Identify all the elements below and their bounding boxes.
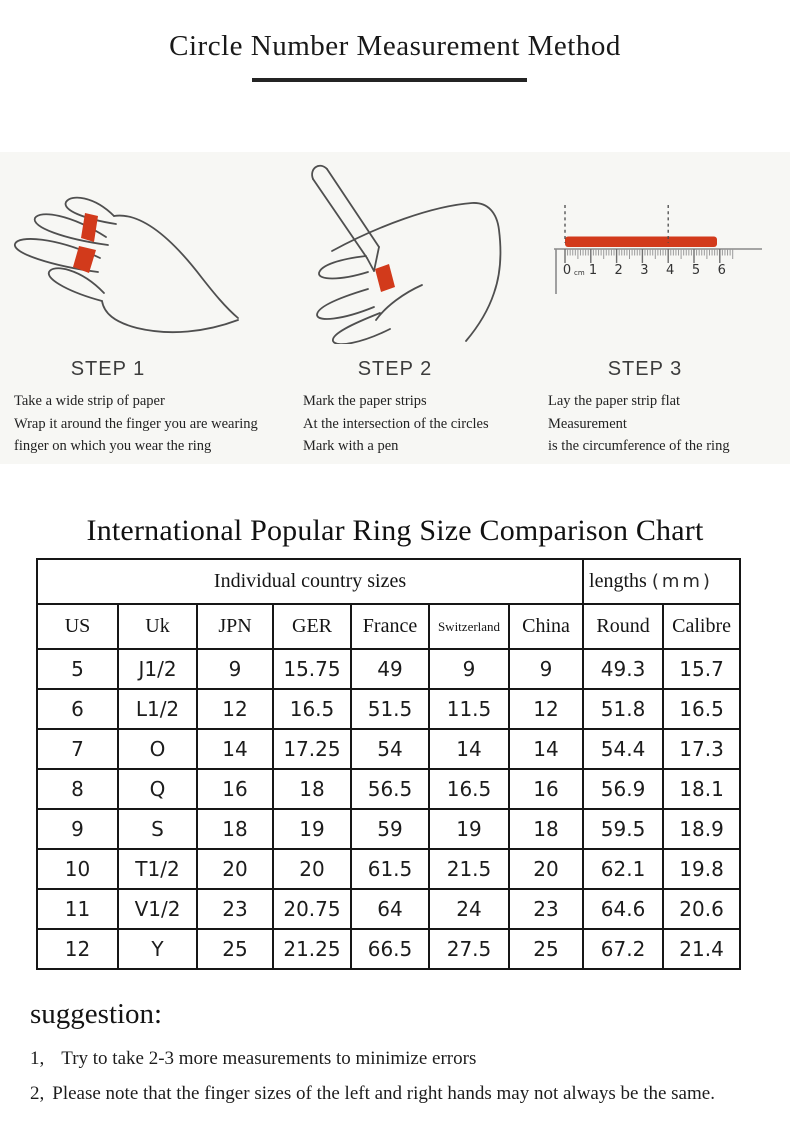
- size-cell: 24: [429, 889, 509, 929]
- step-2-label: STEP 2: [357, 358, 433, 380]
- step-3-block: [530, 152, 790, 464]
- size-cell: 11: [37, 889, 118, 929]
- size-cell: 19.8: [663, 849, 740, 889]
- table-row: [37, 809, 740, 849]
- size-cell: V1/2: [118, 889, 197, 929]
- step-2-line-3: Mark with a pen: [303, 438, 399, 454]
- size-cell: 61.5: [351, 849, 429, 889]
- size-cell: 25: [509, 929, 583, 969]
- size-cell: 15.7: [663, 649, 740, 689]
- column-header-france: France: [351, 604, 429, 649]
- table-row: [37, 769, 740, 809]
- step-3-line-3: is the circumference of the ring: [548, 438, 730, 454]
- group-header-lengths: [583, 559, 740, 604]
- size-cell: 23: [197, 889, 273, 929]
- size-cell: 19: [273, 809, 351, 849]
- size-cell: 66.5: [351, 929, 429, 969]
- suggestion-item: [30, 1083, 770, 1105]
- size-cell: T1/2: [118, 849, 197, 889]
- steps-section: [0, 152, 790, 464]
- size-cell: 18: [197, 809, 273, 849]
- size-cell: L1/2: [118, 689, 197, 729]
- size-cell: 25: [197, 929, 273, 969]
- column-header-uk: Uk: [118, 604, 197, 649]
- size-cell: 21.5: [429, 849, 509, 889]
- size-cell: 5: [37, 649, 118, 689]
- ruler-ticks: [565, 249, 733, 263]
- step-1-description: [0, 390, 272, 458]
- step-3-line-1: Lay the paper strip flat: [548, 393, 681, 409]
- size-cell: 18: [509, 809, 583, 849]
- size-cell: 64.6: [583, 889, 663, 929]
- column-header-round: Round: [583, 604, 663, 649]
- size-cell: 14: [429, 729, 509, 769]
- size-cell: 12: [509, 689, 583, 729]
- table-group-header-row: [37, 559, 740, 604]
- size-cell: 67.2: [583, 929, 663, 969]
- size-cell: 59.5: [583, 809, 663, 849]
- table-row: [37, 649, 740, 689]
- table-row: [37, 889, 740, 929]
- size-cell: 62.1: [583, 849, 663, 889]
- size-cell: 20: [509, 849, 583, 889]
- size-cell: 15.75: [273, 649, 351, 689]
- size-cell: 18.1: [663, 769, 740, 809]
- size-cell: 9: [37, 809, 118, 849]
- size-cell: 56.5: [351, 769, 429, 809]
- page-title: Circle Number Measurement Method: [169, 30, 621, 62]
- suggestion-item: [30, 1048, 770, 1070]
- size-cell: 9: [197, 649, 273, 689]
- step-3-line-2: Measurement: [548, 415, 627, 432]
- size-cell: S: [118, 809, 197, 849]
- size-cell: 54: [351, 729, 429, 769]
- size-cell: 17.3: [663, 729, 740, 769]
- step-1-label: STEP 1: [70, 358, 146, 380]
- step-3-label: STEP 3: [607, 358, 683, 380]
- size-cell: 8: [37, 769, 118, 809]
- size-cell: 51.5: [351, 689, 429, 729]
- size-cell: 16.5: [663, 689, 740, 729]
- step-3-description: [530, 390, 790, 458]
- size-cell: 21.25: [273, 929, 351, 969]
- step-2-line-1: Mark the paper strips: [303, 393, 427, 409]
- column-header-jpn: JPN: [197, 604, 273, 649]
- size-cell: 9: [429, 649, 509, 689]
- column-header-ger: GER: [273, 604, 351, 649]
- column-header-calibre: Calibre: [663, 604, 740, 649]
- step-2-block: [272, 152, 530, 464]
- size-cell: 54.4: [583, 729, 663, 769]
- hand-strip-illustration-icon: [0, 152, 272, 344]
- suggestion-heading: suggestion:: [30, 998, 163, 1030]
- ruler-number: 3: [640, 263, 649, 278]
- size-cell: 20: [273, 849, 351, 889]
- table-row: [37, 929, 740, 969]
- size-cell: 20: [197, 849, 273, 889]
- ruler-unit-label: cm: [574, 269, 585, 277]
- size-cell: 12: [197, 689, 273, 729]
- size-cell: 10: [37, 849, 118, 889]
- ruler-number: 0: [562, 263, 572, 278]
- size-cell: 59: [351, 809, 429, 849]
- size-cell: 14: [197, 729, 273, 769]
- title-underline: [252, 78, 527, 82]
- ruler-number: 4: [666, 263, 675, 278]
- ruler-number: 2: [614, 263, 623, 278]
- step-2-line-2: At the intersection of the circles: [303, 415, 489, 432]
- size-cell: Q: [118, 769, 197, 809]
- ruler-illustration-icon: [530, 152, 790, 344]
- list-marker: 1,: [30, 1048, 45, 1069]
- size-cell: 49.3: [583, 649, 663, 689]
- size-cell: 56.9: [583, 769, 663, 809]
- suggestion-section: [30, 998, 770, 1105]
- size-cell: 27.5: [429, 929, 509, 969]
- step-1-line-2: Wrap it around the finger you are wearing: [14, 415, 258, 432]
- lengths-label: lengths: [589, 570, 647, 592]
- column-header-china: China: [509, 604, 583, 649]
- size-cell: 7: [37, 729, 118, 769]
- size-cell: 16: [509, 769, 583, 809]
- size-cell: O: [118, 729, 197, 769]
- ring-size-table: [36, 558, 741, 970]
- table-row: [37, 849, 740, 889]
- size-cell: 9: [509, 649, 583, 689]
- size-cell: 6: [37, 689, 118, 729]
- column-header-switzerland: Switzerland: [429, 604, 509, 649]
- size-cell: 16.5: [429, 769, 509, 809]
- step-1-line-3: finger on which you wear the ring: [14, 438, 212, 454]
- size-cell: 21.4: [663, 929, 740, 969]
- suggestion-text: Please note that the finger sizes of the left and right hands may not always be the same.: [52, 1083, 715, 1104]
- ruler-number: 1: [588, 263, 598, 278]
- list-marker: 2,: [30, 1083, 45, 1104]
- ruler-number: 5: [691, 263, 701, 278]
- size-cell: 16.5: [273, 689, 351, 729]
- step-2-description: [272, 390, 530, 458]
- step-1-line-1: Take a wide strip of paper: [14, 393, 165, 409]
- pen-marking-illustration-icon: [272, 152, 530, 344]
- size-cell: 51.8: [583, 689, 663, 729]
- size-cell: 17.25: [273, 729, 351, 769]
- size-chart-columns: [37, 604, 740, 649]
- step-1-block: [0, 152, 272, 464]
- size-cell: 18: [273, 769, 351, 809]
- lengths-unit: (mm): [651, 571, 713, 592]
- paper-strip-on-ruler: [565, 237, 717, 248]
- size-chart-title: International Popular Ring Size Comparison Chart: [86, 514, 704, 547]
- ruler-number: 6: [717, 263, 726, 278]
- column-header-us: US: [37, 604, 118, 649]
- size-cell: 23: [509, 889, 583, 929]
- size-cell: 20.6: [663, 889, 740, 929]
- paper-strip-mark: [375, 264, 395, 292]
- size-cell: 14: [509, 729, 583, 769]
- table-row: [37, 689, 740, 729]
- size-cell: 18.9: [663, 809, 740, 849]
- size-cell: 16: [197, 769, 273, 809]
- table-row: [37, 729, 740, 769]
- size-cell: 12: [37, 929, 118, 969]
- size-cell: 19: [429, 809, 509, 849]
- size-cell: 64: [351, 889, 429, 929]
- size-chart-body: [37, 649, 740, 969]
- size-cell: J1/2: [118, 649, 197, 689]
- group-header-country-sizes: Individual country sizes: [37, 559, 583, 604]
- size-cell: 20.75: [273, 889, 351, 929]
- suggestion-text: Try to take 2-3 more measurements to minimize errors: [61, 1048, 477, 1069]
- size-cell: 49: [351, 649, 429, 689]
- size-cell: 11.5: [429, 689, 509, 729]
- size-cell: Y: [118, 929, 197, 969]
